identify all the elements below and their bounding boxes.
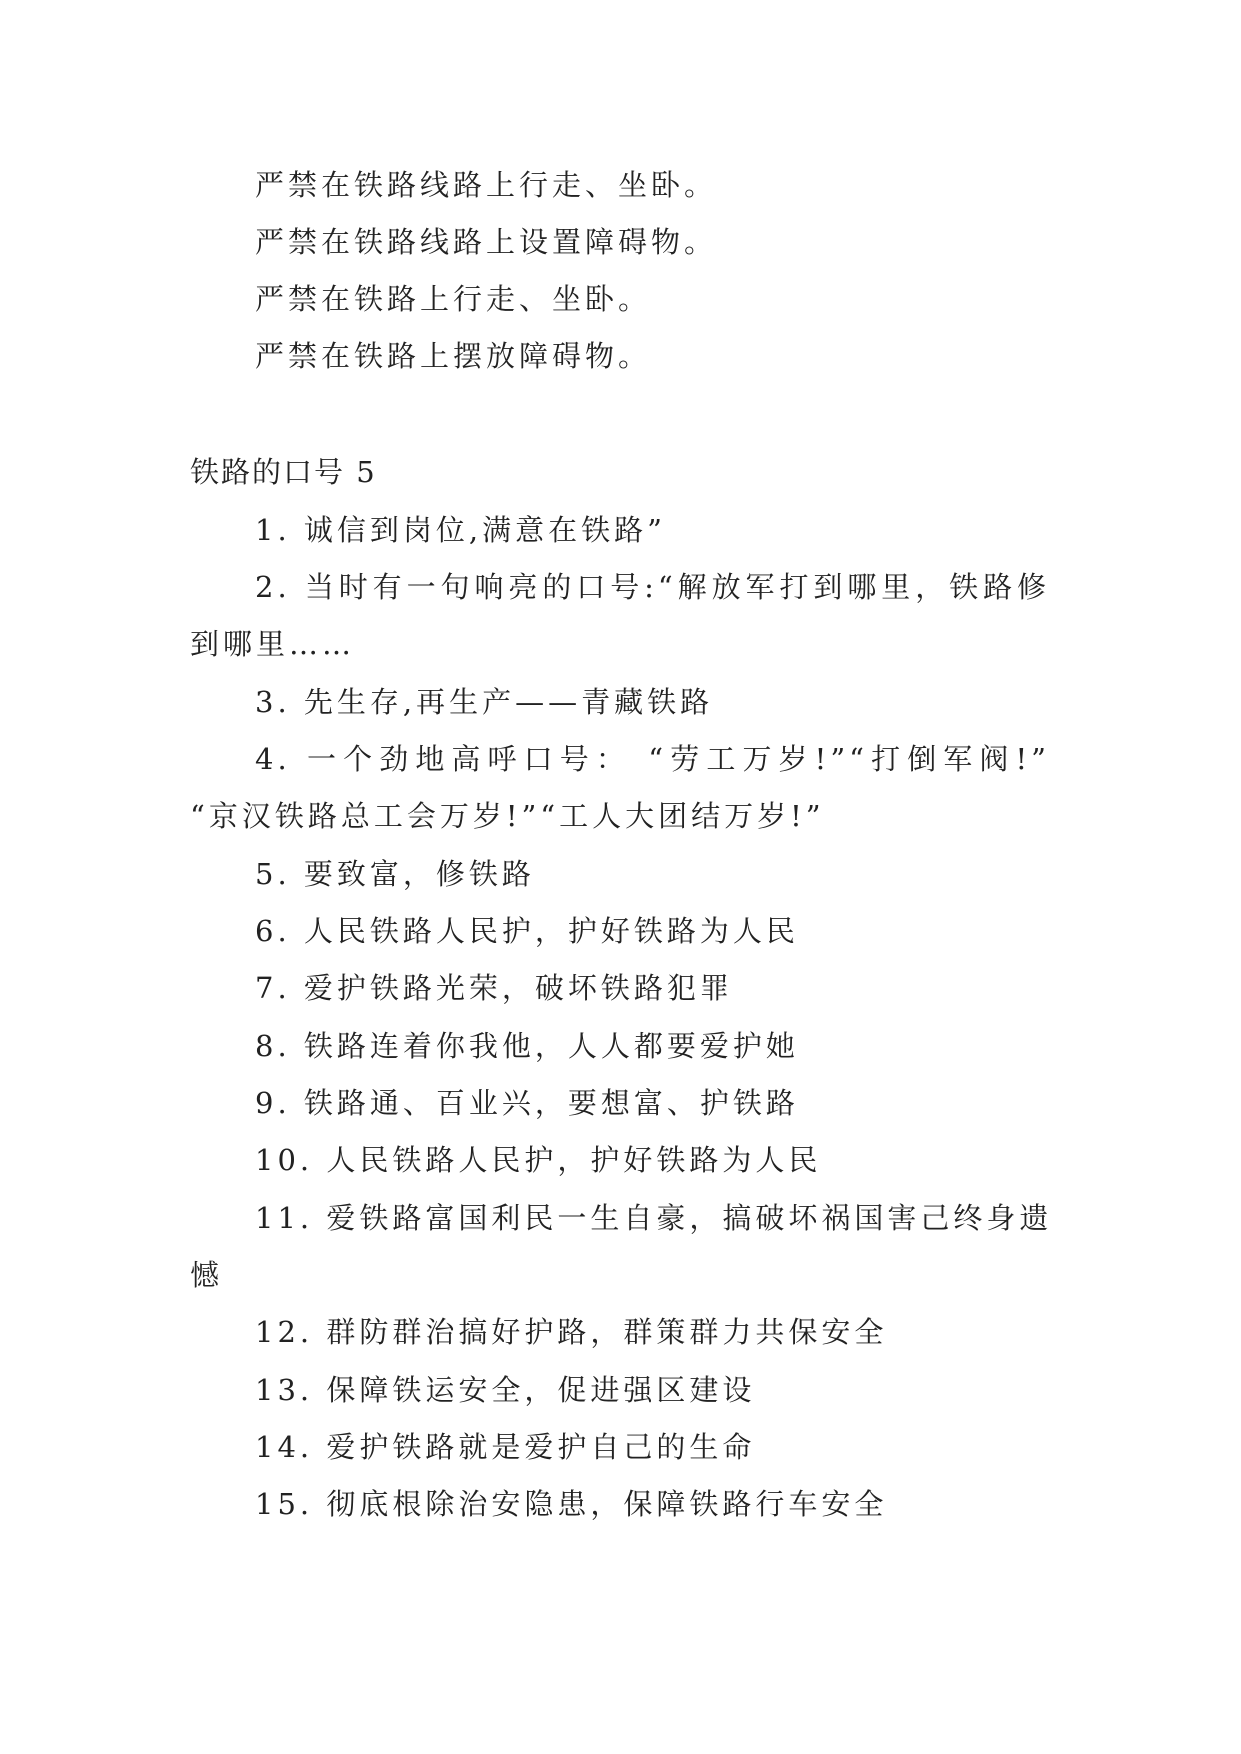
slogan-line: 5. 要致富，修铁路 [255,857,535,891]
slogan-line: 3. 先生存,再生产——青藏铁路 [255,685,714,719]
section-title: 铁路的口号 5 [190,455,377,489]
slogan-line: 8. 铁路连着你我他，人人都要爱护她 [255,1029,799,1063]
slogan-line: 14. 爱护铁路就是爱护自己的生命 [255,1430,756,1464]
prohibition-line: 严禁在铁路上行走、坐卧。 [255,282,652,316]
prohibition-line: 严禁在铁路线路上设置障碍物。 [255,225,718,259]
slogan-line: 1. 诚信到岗位,满意在铁路” [255,513,666,547]
slogan-line: 12. 群防群治搞好护路，群策群力共保安全 [255,1315,888,1349]
slogan-line-continuation: 憾 [190,1258,224,1292]
slogan-line: 9. 铁路通、百业兴，要想富、护铁路 [255,1086,799,1120]
slogan-line: 6. 人民铁路人民护，护好铁路为人民 [255,914,799,948]
slogan-line: 7. 爱护铁路光荣，破坏铁路犯罪 [255,971,733,1005]
slogan-line: 13. 保障铁运安全，促进强区建设 [255,1373,756,1407]
slogan-line-continuation: 到哪里…… [190,627,356,661]
slogan-line-continuation: “京汉铁路总工会万岁!”“工人大团结万岁!” [190,799,825,833]
slogan-line: 10. 人民铁路人民护，护好铁路为人民 [255,1143,822,1177]
slogan-line: 11. 爱铁路富国利民一生自豪，搞破坏祸国害己终身遗 [255,1201,1053,1235]
slogan-line: 4. 一个劲地高呼口号： “劳工万岁!”“打倒军阀!” [255,742,1050,776]
slogan-line: 15. 彻底根除治安隐患，保障铁路行车安全 [255,1487,888,1521]
slogan-line: 2. 当时有一句响亮的口号:“解放军打到哪里，铁路修 [255,570,1050,604]
prohibition-line: 严禁在铁路上摆放障碍物。 [255,339,652,373]
prohibition-line: 严禁在铁路线路上行走、坐卧。 [255,168,718,202]
